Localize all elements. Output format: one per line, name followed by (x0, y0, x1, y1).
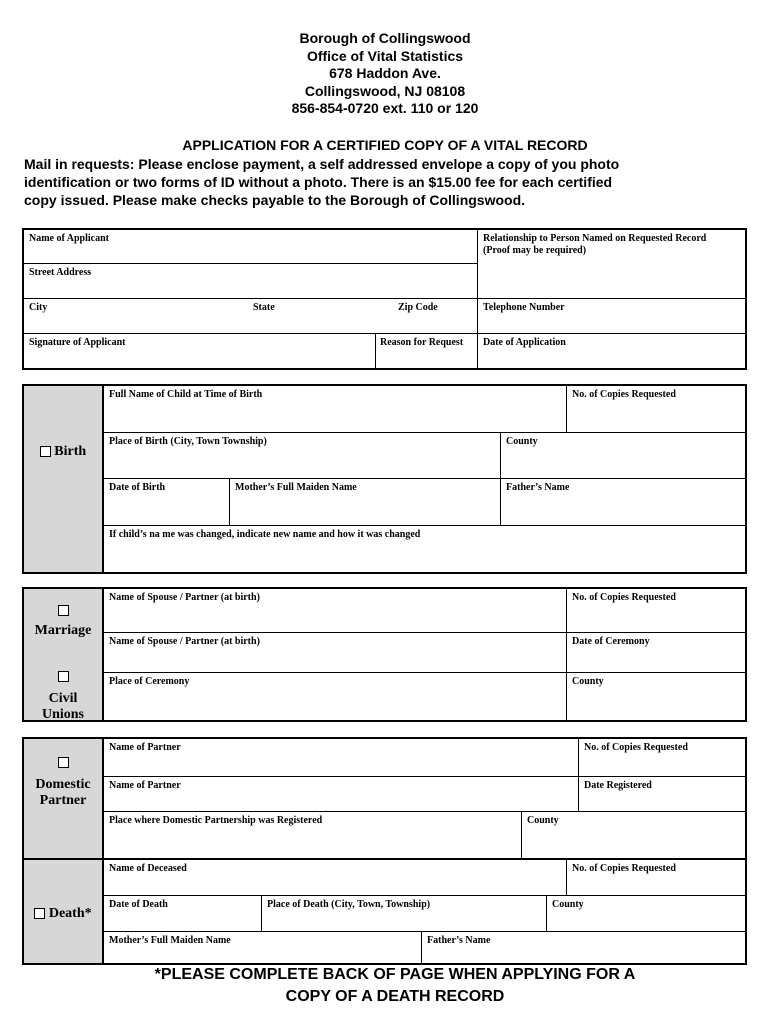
ceremony-place-field[interactable] (104, 673, 567, 720)
applicant-name-field[interactable] (24, 230, 478, 264)
death-copies-field[interactable] (567, 860, 745, 896)
field-label: Place where Domestic Partnership was Registered (109, 815, 323, 826)
field-label: Name of Partner (109, 742, 181, 753)
mother-maiden-name-field[interactable] (230, 479, 501, 526)
death-record-notice (0, 964, 770, 1008)
civil-union-checkbox[interactable] (58, 671, 69, 682)
domestic-sidebar (24, 739, 104, 860)
form-title: APPLICATION FOR A CERTIFIED COPY OF A VITAL RECORD (182, 137, 588, 153)
field-label: County (506, 436, 538, 447)
domestic-option[interactable] (24, 755, 102, 809)
field-label: County (572, 676, 604, 687)
domestic-death-section (22, 737, 747, 965)
marriage-copies-field[interactable] (567, 589, 745, 633)
field-label: Full Name of Child at Time of Birth (109, 389, 263, 400)
field-label: Date of Ceremony (572, 636, 650, 647)
relationship-field[interactable] (478, 230, 745, 299)
field-label: Zip Code (398, 302, 438, 313)
marriage-option[interactable] (24, 603, 102, 639)
header-line: Collingswood, NJ 08108 (304, 82, 466, 99)
field-label: Mother’s Full Maiden Name (109, 935, 231, 946)
field-label: Date of Death (109, 899, 168, 910)
marriage-label: Marriage (34, 623, 92, 638)
field-label: Reason for Request (380, 337, 464, 348)
birth-sidebar (24, 386, 104, 572)
field-label: Date of Birth (109, 482, 166, 493)
death-county-field[interactable] (547, 896, 745, 932)
birth-place-field[interactable] (104, 433, 501, 479)
partner2-name-field[interactable] (104, 777, 579, 812)
header-line: Office of Vital Statistics (306, 47, 464, 64)
field-label: Place of Ceremony (109, 676, 190, 687)
field-label: Place of Birth (City, Town Township) (109, 436, 267, 447)
death-place-field[interactable] (262, 896, 547, 932)
field-label: No. of Copies Requested (584, 742, 688, 753)
notice-line: *PLEASE COMPLETE BACK OF PAGE WHEN APPLYING FOR A (154, 966, 636, 983)
field-label: Street Address (29, 267, 92, 278)
header-line: 856-854-0720 ext. 110 or 120 (291, 100, 479, 117)
field-label: (Proof may be required) (483, 245, 587, 256)
street-address-field[interactable] (24, 264, 478, 299)
field-label: City (29, 302, 48, 313)
application-date-field[interactable] (478, 334, 745, 368)
field-label: Name of Spouse / Partner (at birth) (109, 636, 260, 647)
death-checkbox[interactable] (34, 908, 45, 919)
marriage-checkbox[interactable] (58, 605, 69, 616)
office-header (0, 30, 770, 118)
death-label: Death* (48, 906, 92, 921)
field-label: Date Registered (584, 780, 652, 791)
field-label: Name of Spouse / Partner (at birth) (109, 592, 260, 603)
date-of-birth-field[interactable] (104, 479, 230, 526)
birth-section (22, 384, 747, 574)
domestic-county-field[interactable] (522, 812, 745, 860)
reason-field[interactable] (376, 334, 478, 368)
deceased-father-field[interactable] (422, 932, 745, 963)
field-label: No. of Copies Requested (572, 863, 676, 874)
city-field[interactable] (24, 299, 248, 334)
civil-union-option[interactable] (24, 669, 102, 723)
state-field[interactable] (248, 299, 393, 334)
zip-code-field[interactable] (393, 299, 478, 334)
birth-option[interactable] (24, 444, 102, 460)
domestic-label: Partner (39, 793, 87, 808)
name-change-field[interactable] (104, 526, 745, 572)
field-label: Place of Death (City, Town, Township) (267, 899, 431, 910)
marriage-section (22, 587, 747, 722)
marriage-county-field[interactable] (567, 673, 745, 720)
field-label: If child’s na me was changed, indicate new name and how it was changed (109, 529, 421, 540)
date-registered-field[interactable] (579, 777, 745, 812)
instruction-line: identification or two forms of ID without a photo. There is an $15.00 fee for each certified (24, 174, 613, 190)
civil-union-label: Civil (48, 691, 78, 706)
field-label: Mother’s Full Maiden Name (235, 482, 357, 493)
birth-label: Birth (54, 444, 87, 459)
death-sidebar (24, 860, 104, 963)
field-label: Relationship to Person Named on Requested Record (483, 233, 707, 244)
field-label: County (527, 815, 559, 826)
father-name-field[interactable] (501, 479, 745, 526)
field-label: No. of Copies Requested (572, 592, 676, 603)
domestic-copies-field[interactable] (579, 739, 745, 777)
spouse1-name-field[interactable] (104, 589, 567, 633)
field-label: Name of Partner (109, 780, 181, 791)
death-option[interactable] (24, 906, 102, 922)
marriage-sidebar (24, 589, 104, 720)
domestic-checkbox[interactable] (58, 757, 69, 768)
registration-place-field[interactable] (104, 812, 522, 860)
ceremony-date-field[interactable] (567, 633, 745, 673)
birth-checkbox[interactable] (40, 446, 51, 457)
header-line: 678 Haddon Ave. (329, 65, 441, 82)
birth-county-field[interactable] (501, 433, 745, 479)
instructions (24, 155, 724, 209)
field-label: Signature of Applicant (29, 337, 126, 348)
field-label: Father’s Name (506, 482, 570, 493)
field-label: Father’s Name (427, 935, 491, 946)
field-label: County (552, 899, 584, 910)
signature-field[interactable] (24, 334, 376, 368)
field-label: Date of Application (483, 337, 566, 348)
date-of-death-field[interactable] (104, 896, 262, 932)
field-label: Telephone Number (483, 302, 565, 313)
instruction-line: Mail in requests: Please enclose payment, a self addressed envelope a copy of you photo (24, 156, 620, 172)
instruction-line: copy issued. Please make checks payable to the Borough of Collingswood. (24, 192, 526, 208)
field-label: State (253, 302, 275, 313)
deceased-mother-field[interactable] (104, 932, 422, 963)
child-name-field[interactable] (104, 386, 567, 433)
partner1-name-field[interactable] (104, 739, 579, 777)
field-label: Name of Applicant (29, 233, 109, 244)
applicant-section (22, 228, 747, 370)
civil-union-label: Unions (41, 707, 85, 722)
notice-line: COPY OF A DEATH RECORD (285, 988, 505, 1005)
telephone-field[interactable] (478, 299, 745, 334)
birth-copies-field[interactable] (567, 386, 745, 433)
domestic-label: Domestic (35, 777, 91, 792)
field-label: Name of Deceased (109, 863, 187, 874)
field-label: No. of Copies Requested (572, 389, 676, 400)
header-line: Borough of Collingswood (299, 30, 471, 46)
spouse2-name-field[interactable] (104, 633, 567, 673)
deceased-name-field[interactable] (104, 860, 567, 896)
